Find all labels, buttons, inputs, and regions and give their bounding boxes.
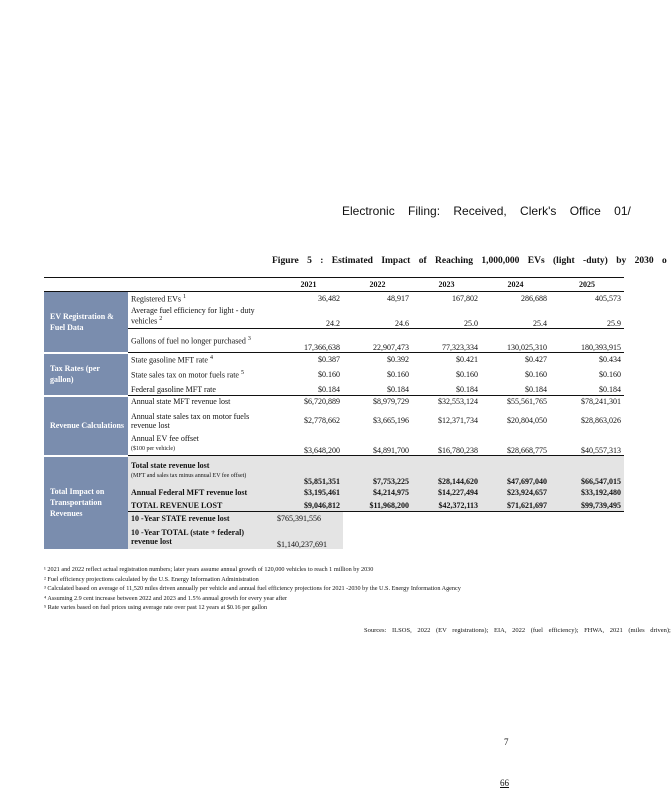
cell: $2,778,662 [304,416,340,425]
cell: $28,144,620 [412,456,481,486]
cell: $42,372,113 [412,500,481,512]
table-row [44,384,624,396]
table-row [44,366,624,384]
cell: $78,241,301 [550,396,624,408]
table-row [44,408,624,434]
table-row [44,456,624,486]
section-revenue: Revenue Calculations [44,396,128,456]
row-label: State gasoline MFT rate $^4$ [128,353,274,366]
table-row [44,512,624,525]
cell: 25.9 [607,319,621,328]
cell: $765,391,556 [274,512,343,525]
cell: $40,557,313 [581,446,621,455]
cell: $33,192,480 [550,486,624,500]
table-row [44,305,624,329]
row-label: Federal gasoline MFT rate [131,384,216,394]
cell: 48,917 [387,293,409,303]
cell: $4,891,700 [373,446,409,455]
year-header: 2022 [343,278,412,292]
row-label: Annual state MFT revenue lost [128,396,274,408]
cell: $0.184 [387,384,409,394]
cell: 405,573 [595,293,621,303]
cell: 24.6 [395,319,409,328]
cell: $5,851,351 [274,456,343,486]
row-label: Registered EVs $^1$ [131,293,186,304]
cell: 130,025,310 [481,329,550,353]
year-header: 2025 [550,278,624,292]
cell: $71,621,697 [481,500,550,512]
table-row [44,486,624,500]
cell: $99,739,495 [550,500,624,512]
cell: $0.184 [599,384,621,394]
footnotes [44,565,614,613]
section-tax: Tax Rates (per gallon) [44,353,128,396]
row-label: Annual Federal MFT revenue lost [128,486,274,500]
cell: 286,688 [521,293,547,303]
table-row [44,292,624,305]
cell: $1,140,237,691 [274,525,343,549]
section-ev: EV Registration & Fuel Data [44,292,128,353]
cell: 24.2 [326,319,340,328]
cell: 25.4 [533,319,547,328]
cell: $0.160 [456,370,478,379]
cell: $20,804,050 [507,416,547,425]
cell: $3,648,200 [304,446,340,455]
cell: 36,482 [318,293,340,303]
year-header: 2024 [481,278,550,292]
revenue-impact-table [44,277,624,549]
cell: $0.421 [412,353,481,366]
cell: 22,907,473 [343,329,412,353]
year-header-row [44,278,624,292]
footnote: ⁴ Assuming 2.9 cent increase between 2022 and 2023 and 1.5% annual growth for every year after [44,594,288,602]
section-total: Total Impact on Transportation Revenues [44,456,128,549]
cell: $28,668,775 [507,446,547,455]
cell: $28,863,026 [581,416,621,425]
cell: $47,697,040 [481,456,550,486]
sources-line: Sources: ILSOS, 2022 (EV registrations); EIA, 2022 (fuel efficiency); FHWA, 2021 (miles driven); [364,627,671,634]
cell: $0.184 [525,384,547,394]
figure-title: Figure 5 : Estimated Impact of Reaching 1,000,000 EVs (light -duty) by 2030 o [272,256,667,266]
cell-blank [343,512,624,525]
cell: $0.184 [456,384,478,394]
table-row [44,525,624,549]
year-header: 2023 [412,278,481,292]
filing-header: Electronic Filing: Received, Clerk's Office 01/ [342,204,631,218]
cell: $0.427 [481,353,550,366]
cell: $11,968,200 [343,500,412,512]
page-number: 7 [504,737,509,747]
cell: 17,366,638 [274,329,343,353]
cell: $12,371,734 [438,416,478,425]
table-row [44,353,624,366]
cell: $0.160 [318,370,340,379]
row-label: 10 -Year STATE revenue lost [128,512,274,525]
year-header-blank [128,278,274,292]
table-row [44,329,624,353]
footnote: ¹ 2021 and 2022 reflect actual registration numbers; later years assume annual growth of 120,000 vehicles to reach 1 million by 2030 [44,566,374,573]
row-label: 10 -Year TOTAL (state + federal) revenue lost [128,525,274,549]
row-label: Gallons of fuel no longer purchased $^3$ [128,329,274,353]
cell: $0.387 [274,353,343,366]
row-label: Annual state sales tax on motor fuels revenue lost [131,411,250,430]
cell: $0.392 [343,353,412,366]
cell: $0.184 [318,384,340,394]
cell: $66,547,015 [550,456,624,486]
row-label: State sales tax on motor fuels rate $^5$ [131,370,244,380]
cell: $0.160 [387,370,409,379]
footnote: ³ Calculated based on average of 11,520 miles driven annually per vehicle and annual fuel efficiency projections for 2021 -2030 by the U.S. Energy Information Agency [44,585,461,592]
cell: $32,553,124 [412,396,481,408]
footnote: ² Fuel efficiency projections calculated by the U.S. Energy Information Administration [44,575,259,583]
cell: 180,393,915 [550,329,624,353]
row-label: TOTAL REVENUE LOST [128,500,274,512]
cell: $0.160 [599,370,621,379]
table-row [44,500,624,512]
table-row [44,434,624,456]
cell: $0.434 [550,353,624,366]
cell: $9,046,812 [274,500,343,512]
cell: 167,802 [452,293,478,303]
row-label: Total state revenue lost (MFT and sales tax minus annual EV fee offset) [128,456,274,486]
cell: $55,561,765 [481,396,550,408]
cell: $6,720,889 [274,396,343,408]
table-row [44,396,624,408]
cell: $7,753,225 [343,456,412,486]
cell: 77,323,334 [412,329,481,353]
cell: $16,780,238 [438,446,478,455]
cell: $4,214,975 [343,486,412,500]
row-label: Average fuel efficiency for light - duty vehicles $^2$ [131,306,255,327]
cell: $14,227,494 [412,486,481,500]
cell: $3,665,196 [373,416,409,425]
cell: $0.160 [525,370,547,379]
row-label: Annual EV fee offset ($100 per vehicle) [131,434,199,453]
page-number-secondary: 66 [500,778,509,788]
year-header: 2021 [274,278,343,292]
cell: $23,924,657 [481,486,550,500]
cell-blank [343,525,624,549]
year-header-blank [44,278,128,292]
cell: $8,979,729 [343,396,412,408]
cell: $3,195,461 [274,486,343,500]
footnote: ⁵ Rate varies based on fuel prices using average rate over past 12 years at $0.16 per gallon [44,604,268,611]
cell: 25.0 [464,319,478,328]
